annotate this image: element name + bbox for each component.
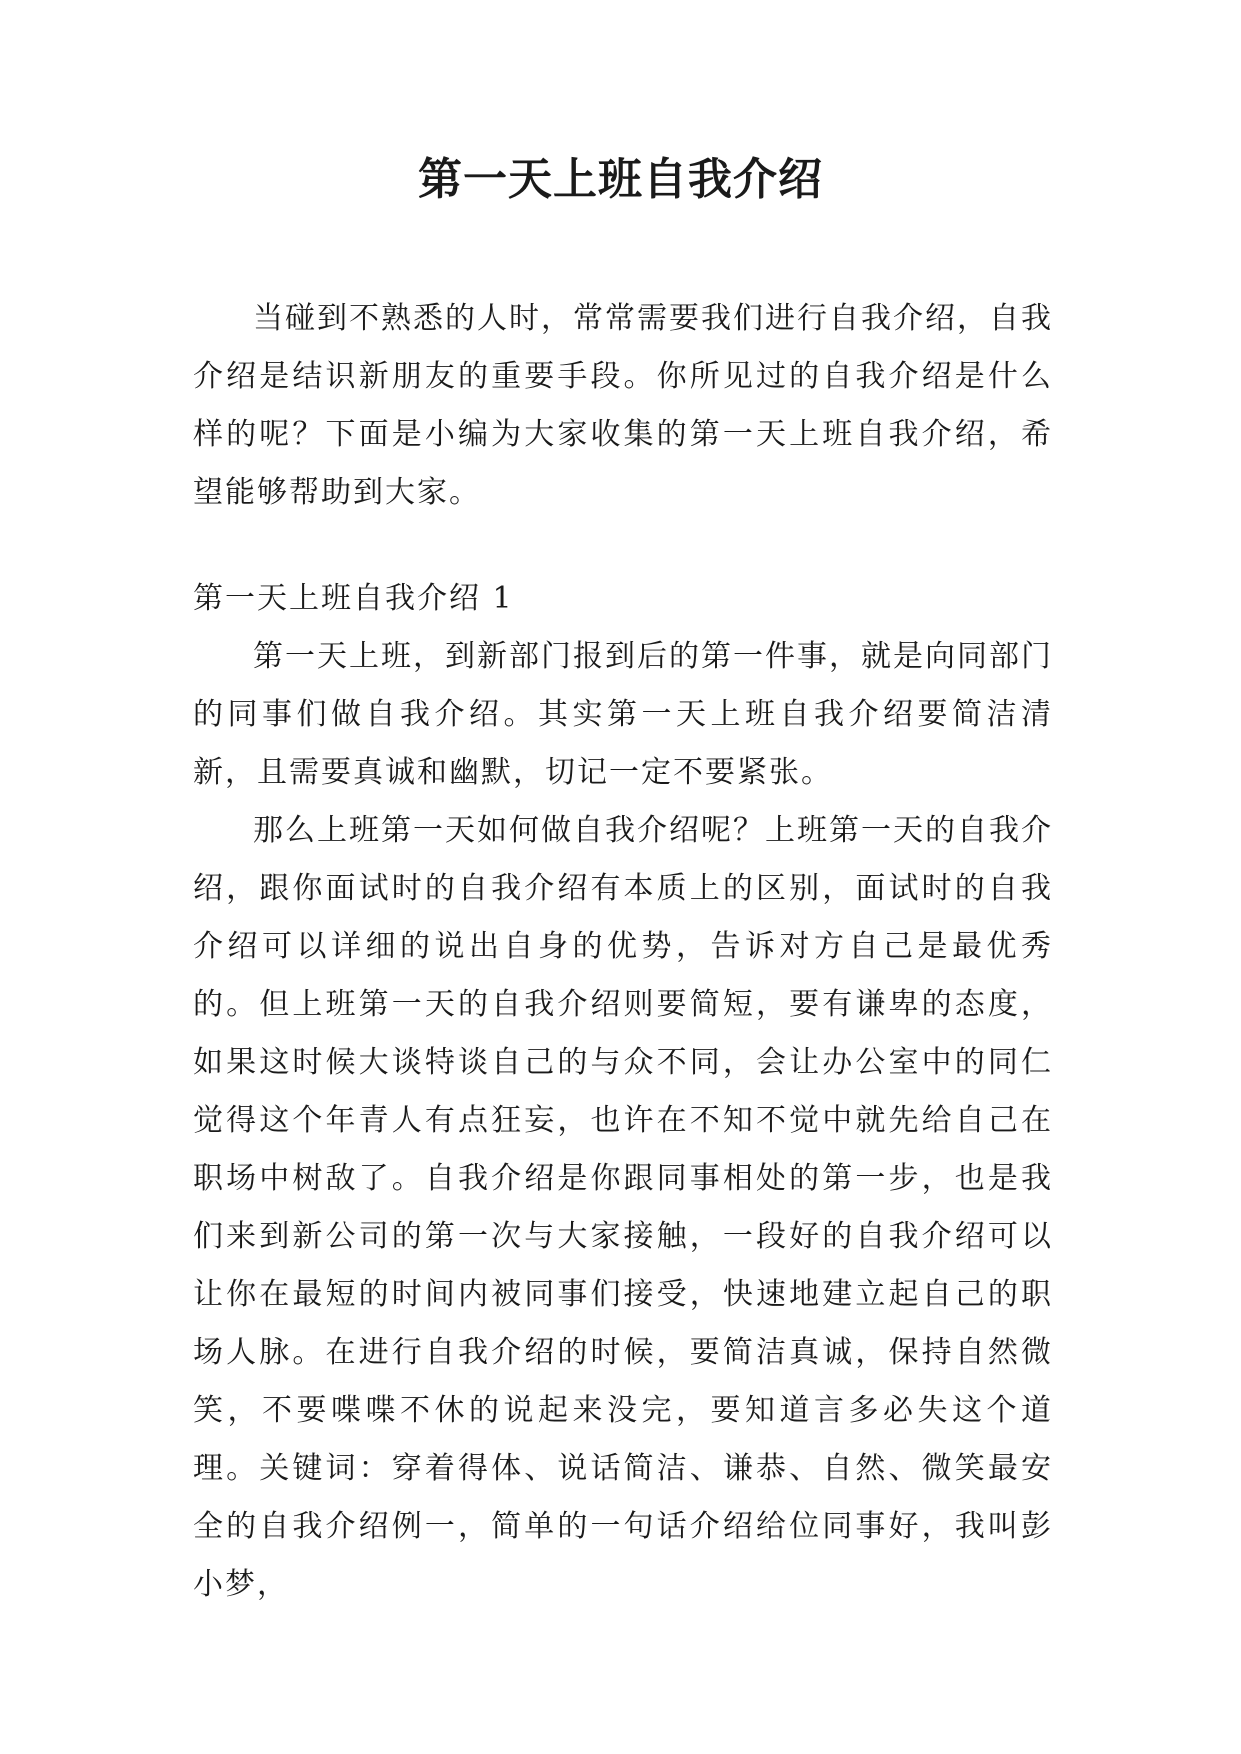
document-body <box>193 290 1053 1614</box>
body-paragraph: 那么上班第一天如何做自我介绍呢？上班第一天的自我介绍，跟你面试时的自我介绍有本质上的区别，面试时的自我介绍可以详细的说出自身的优势，告诉对方自己是最优秀的。但上班第一天的自我介绍则要简短，要有谦卑的态度，如果这时候大谈特谈自己的与众不同，会让办公室中的同仁觉得这个年青人有点狂妄，也许在不知不觉中就先给自己在职场中树敌了。自我介绍是你跟同事相处的第一步，也是我们来到新公司的第一次与大家接触，一段好的自我介绍可以让你在最短的时间内被同事们接受，快速地建立起自己的职场人脉。在进行自我介绍的时候，要简洁真诚，保持自然微笑，不要喋喋不休的说起来没完，要知道言多必失这个道理。关键词：穿着得体、说话简洁、谦恭、自然、微笑最安全的自我介绍例一，简单的一句话介绍给位同事好，我叫彭小梦， <box>193 813 1053 1602</box>
intro-paragraph: 当碰到不熟悉的人时，常常需要我们进行自我介绍，自我介绍是结识新朋友的重要手段。你所见过的自我介绍是什么样的呢？下面是小编为大家收集的第一天上班自我介绍，希望能够帮助到大家。 <box>193 301 1053 510</box>
document-title: 第一天上班自我介绍 <box>418 154 823 205</box>
section-heading: 第一天上班自我介绍 1 <box>193 581 514 616</box>
body-paragraph: 第一天上班，到新部门报到后的第一件事，就是向同部门的同事们做自我介绍。其实第一天上班自我介绍要简洁清新，且需要真诚和幽默，切记一定不要紧张。 <box>193 639 1053 790</box>
